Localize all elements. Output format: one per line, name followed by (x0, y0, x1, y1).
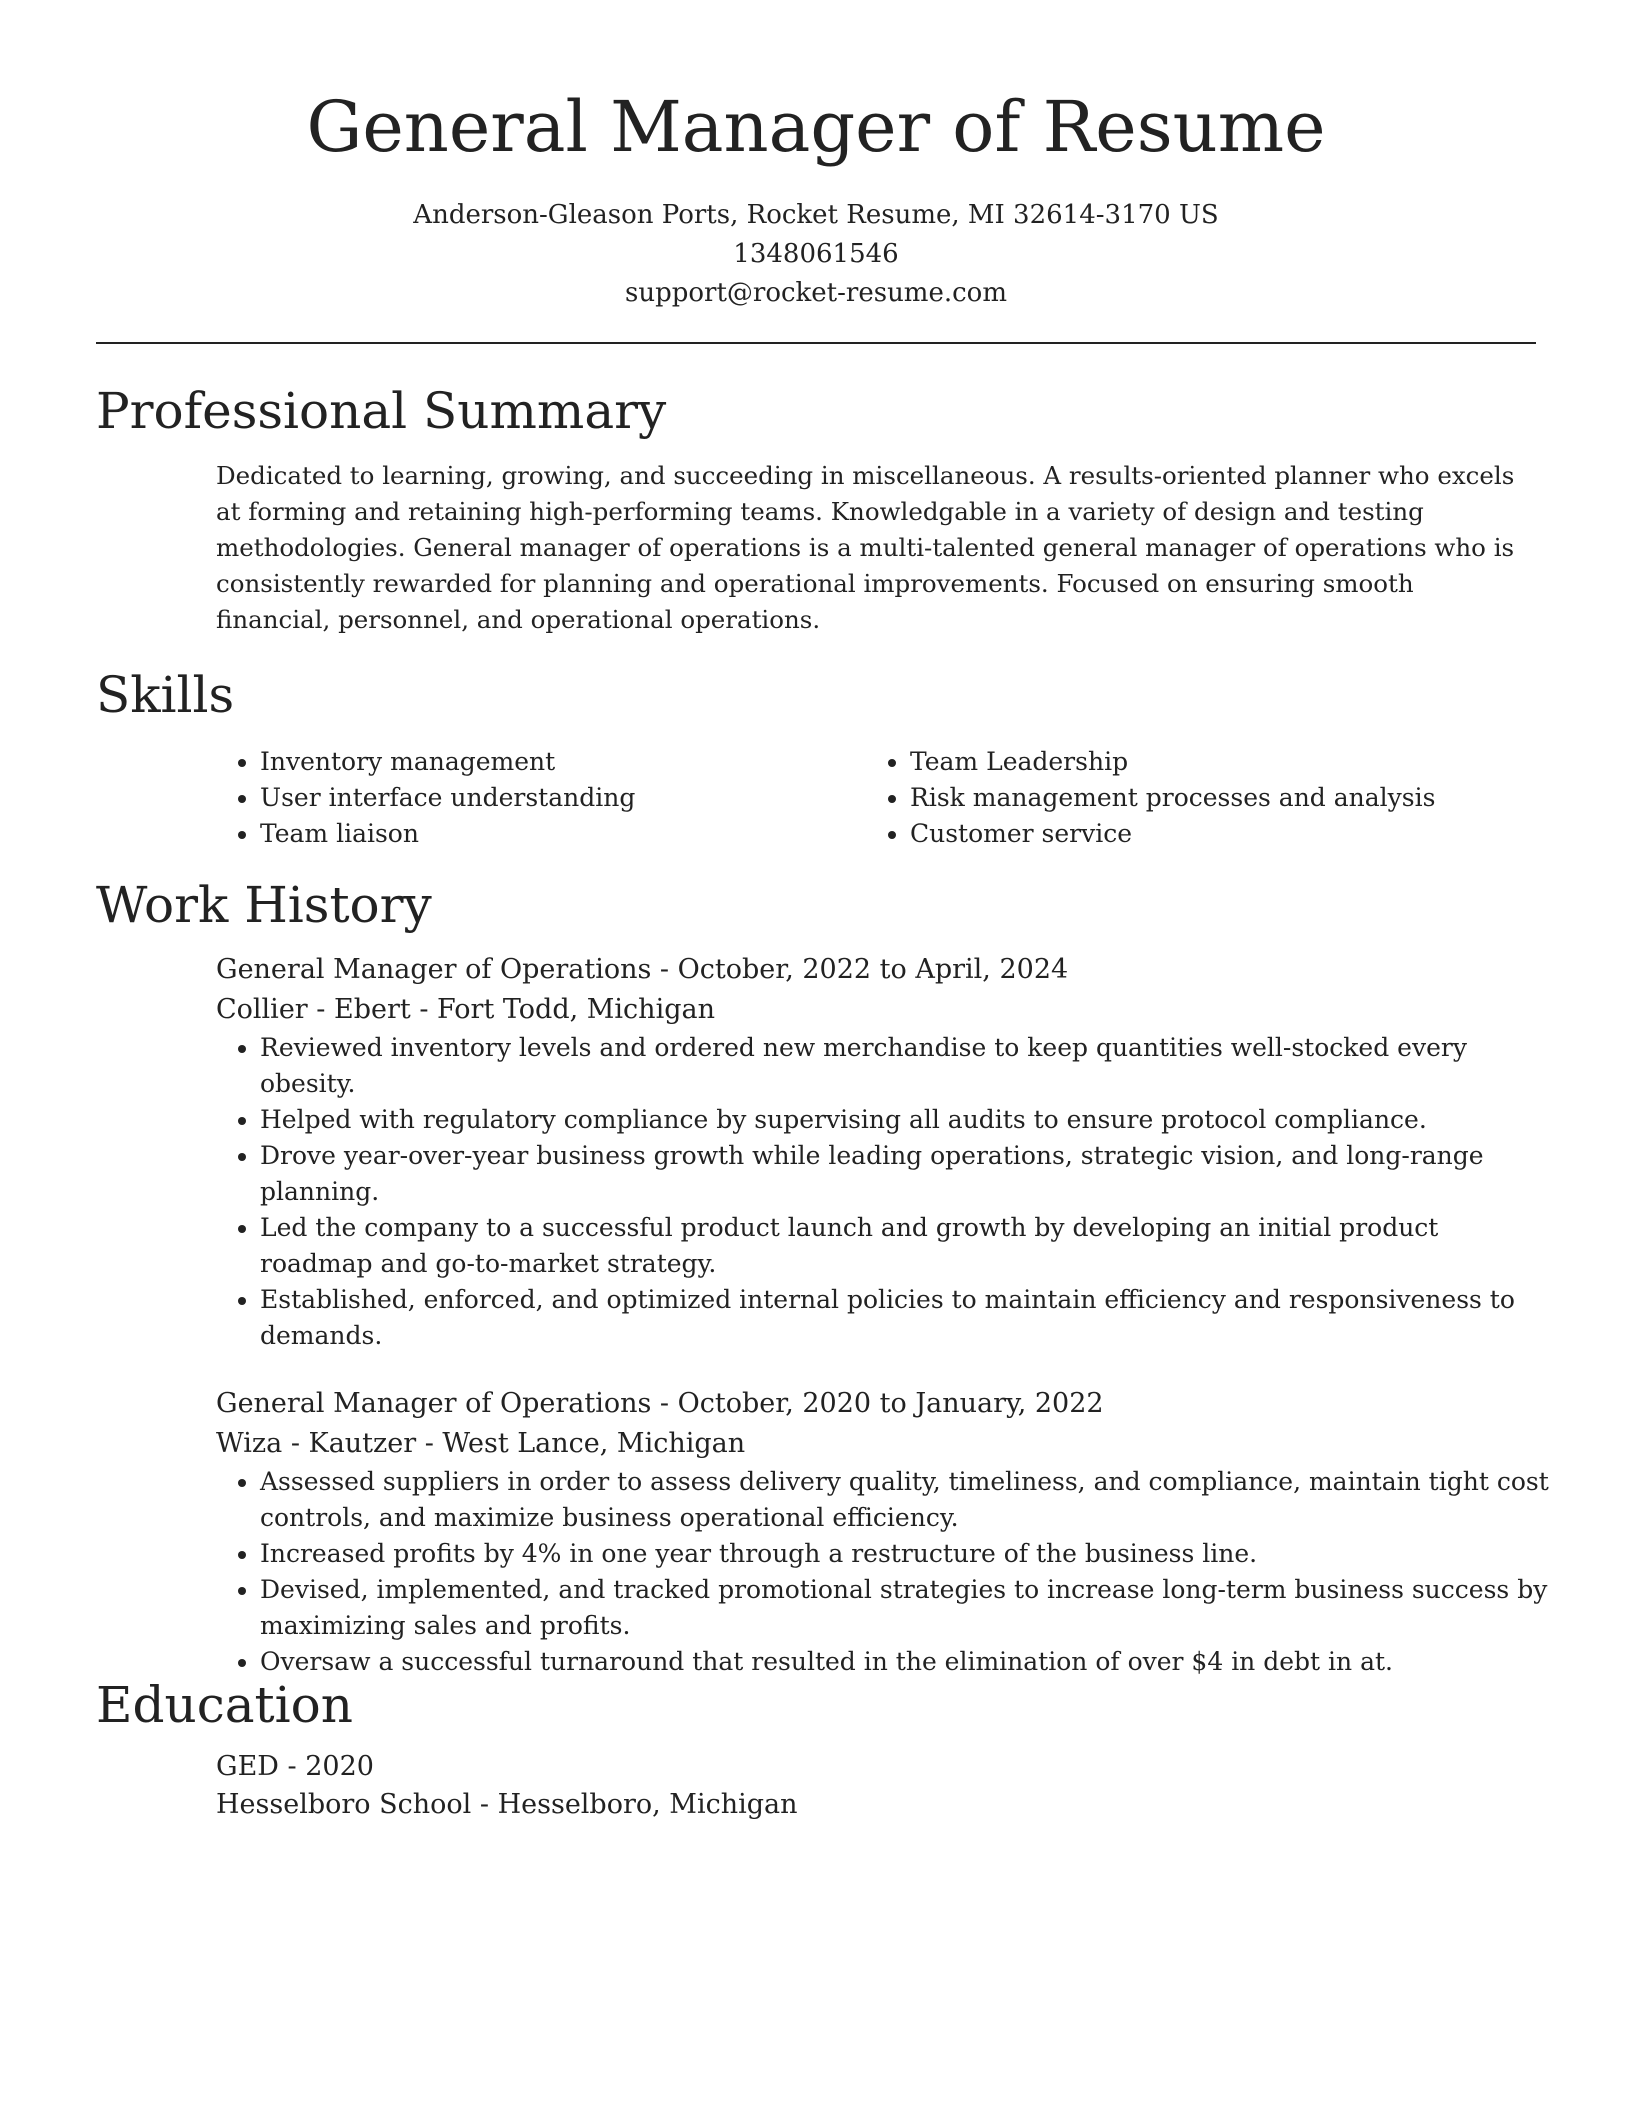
job-company-line (216, 990, 1526, 1030)
job-role: General Manager of Operations (216, 954, 652, 985)
candidate-name: General Manager of Resume (306, 86, 1326, 168)
skill-item: • Team Leadership (910, 744, 1516, 780)
job-dates: - October, 2020 to January, 2022 (651, 1388, 1104, 1419)
skills-column-right (866, 744, 1516, 852)
skills-grid (216, 744, 1536, 852)
school-name: Hesselboro School (216, 1789, 472, 1820)
job-company: Collier - Ebert (216, 994, 411, 1025)
summary-title: Professional Summary (96, 382, 667, 440)
job-company-line (216, 1424, 1526, 1464)
summary-section (96, 378, 1536, 638)
skills-section (96, 662, 1536, 852)
job-company: Wiza - Kautzer (216, 1428, 417, 1459)
skill-item: • Customer service (910, 816, 1516, 852)
job-title-line (216, 950, 1526, 990)
summary-text: Dedicated to learning, growing, and succeeding in miscellaneous. A results-oriented planner who excels at forming and retaining high-performing teams. Knowledgable in a variety of design and testing methodologies. General manager of operations is a multi-talented general manager of operations who is consistently rewarded for planning and operational improvements. Focused on ensuring smooth financial, personnel, and operational operations. (216, 461, 1515, 634)
job-bullet: • Reviewed inventory levels and ordered new merchandise to keep quantities well-stocked every obesity. (260, 1030, 1556, 1102)
job-title-line (216, 1384, 1526, 1424)
job-role: General Manager of Operations (216, 1388, 652, 1419)
work-history-title: Work History (96, 876, 432, 934)
email-address: support@rocket-resume.com (624, 278, 1007, 308)
education-entry (216, 1748, 1526, 1824)
job-bullet: • Led the company to a successful product launch and growth by developing an initial product roadmap and go-to-market strategy. (260, 1210, 1556, 1282)
job-bullet: • Devised, implemented, and tracked promotional strategies to increase long-term business success by maximizing sales and profits. (260, 1572, 1556, 1644)
job-bullet: • Assessed suppliers in order to assess delivery quality, timeliness, and compliance, maintain tight cost controls, and maximize business operational efficiency. (260, 1464, 1556, 1536)
job-bullet: • Drove year-over-year business growth while leading operations, strategic vision, and long-range planning. (260, 1138, 1556, 1210)
job-bullets (216, 1030, 1556, 1354)
job-bullet: • Helped with regulatory compliance by supervising all audits to ensure protocol compliance. (260, 1102, 1556, 1138)
skill-item: • User interface understanding (260, 780, 866, 816)
education-section (96, 1672, 1536, 1824)
graduation-year: - 2020 (278, 1751, 374, 1782)
education-school-line (216, 1786, 1526, 1824)
job-entry (216, 950, 1526, 1030)
job-location: - West Lance, Michigan (416, 1428, 746, 1459)
skills-title: Skills (96, 666, 235, 724)
degree: GED (216, 1751, 279, 1782)
job-bullet: • Increased profits by 4% in one year through a restructure of the business line. (260, 1536, 1556, 1572)
contact-info (0, 196, 1632, 313)
skill-item: • Team liaison (260, 816, 866, 852)
job-bullets (216, 1464, 1556, 1680)
job-entry (216, 1384, 1526, 1464)
header-divider (96, 342, 1536, 344)
resume-header (0, 0, 1632, 313)
job-bullet: • Oversaw a successful turnaround that resulted in the elimination of over $4 in debt in at. (260, 1644, 1556, 1680)
work-history-section (96, 872, 1549, 1680)
address: Anderson-Gleason Ports, Rocket Resume, MI 32614-3170 US (413, 200, 1219, 230)
skill-item: • Inventory management (260, 744, 866, 780)
skills-column-left (216, 744, 866, 852)
job-location: - Fort Todd, Michigan (410, 994, 715, 1025)
skill-item: • Risk management processes and analysis (910, 780, 1516, 816)
phone-number: 1348061546 (733, 239, 899, 269)
job-bullet: • Established, enforced, and optimized internal policies to maintain efficiency and responsiveness to demands. (260, 1282, 1556, 1354)
education-title: Education (96, 1676, 353, 1734)
job-dates: - October, 2022 to April, 2024 (651, 954, 1069, 985)
school-location: - Hesselboro, Michigan (471, 1789, 798, 1820)
education-degree-line (216, 1748, 1526, 1786)
